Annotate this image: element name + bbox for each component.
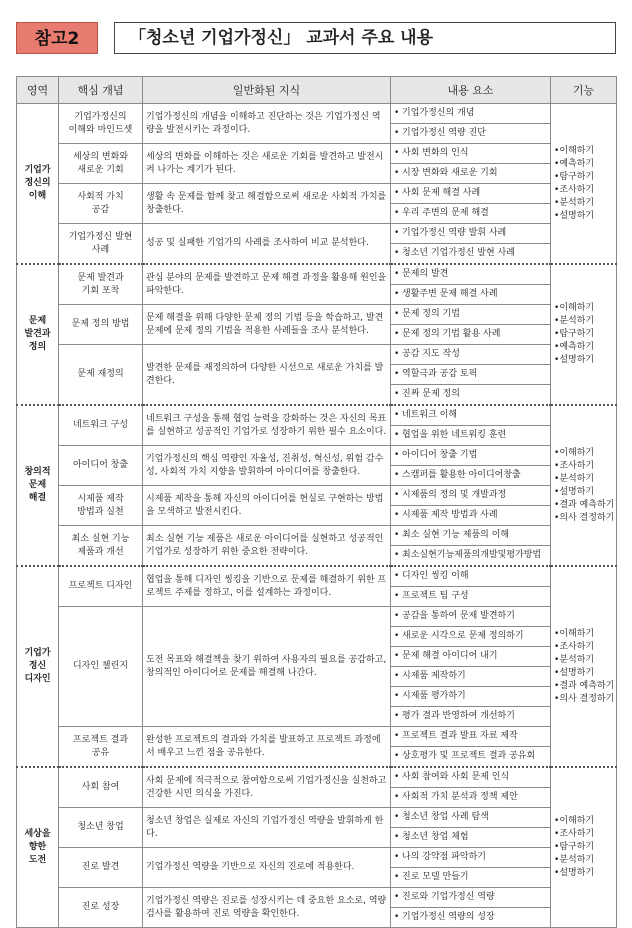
bullet-icon: • <box>394 248 400 258</box>
function-item <box>554 828 613 841</box>
function-text: 이해하기 <box>559 628 595 639</box>
bullet-icon: • <box>394 872 400 882</box>
element-cell <box>391 144 551 164</box>
function-item <box>554 354 613 367</box>
bullet-icon: • <box>554 842 560 852</box>
element-text: 공감을 통하여 문제 발견하기 <box>402 611 515 621</box>
element-text: 최소 실현 기능 제품의 이해 <box>402 530 510 540</box>
function-item <box>554 667 613 680</box>
element-cell <box>391 405 551 426</box>
element-text: 상호평가 및 프로젝트 결과 공유회 <box>402 751 536 761</box>
element-cell <box>391 747 551 768</box>
knowledge-cell: 성공 및 실패한 기업가의 사례를 조사하여 비교 분석한다. <box>143 224 391 265</box>
concept-cell: 시제품 제작 방법과 실천 <box>59 486 143 526</box>
knowledge-cell: 네트워크 구성을 통해 협업 능력을 강화하는 것은 자신의 목표를 실현하고 성공적인 기업가로 성장하기 위한 필수 요소이다. <box>143 405 391 446</box>
bullet-icon: • <box>394 892 400 902</box>
table-row <box>17 264 617 285</box>
bullet-icon: • <box>394 208 400 218</box>
bullet-icon: • <box>554 641 560 652</box>
element-text: 진로와 기업가정신 역량 <box>402 892 495 902</box>
element-cell <box>391 828 551 848</box>
function-text: 설명하기 <box>559 355 595 365</box>
table-row <box>17 727 617 747</box>
function-cell <box>551 264 617 405</box>
function-item <box>554 447 613 460</box>
element-text: 청소년 창업 체험 <box>402 832 469 842</box>
function-text: 이해하기 <box>559 303 595 313</box>
concept-cell: 문제 재정의 <box>59 345 143 406</box>
concept-cell: 문제 정의 방법 <box>59 305 143 345</box>
element-text: 프로젝트 결과 발표 자료 제작 <box>402 731 518 741</box>
bullet-icon: • <box>554 667 560 678</box>
element-cell <box>391 627 551 647</box>
bullet-icon: • <box>394 289 400 299</box>
element-text: 나의 강약점 파악하기 <box>402 852 486 862</box>
function-cell <box>551 767 617 928</box>
function-item <box>554 854 613 867</box>
function-item <box>554 512 613 525</box>
function-item <box>554 867 613 880</box>
table-row <box>17 808 617 828</box>
bullet-icon: • <box>394 329 400 339</box>
function-text: 조사하기 <box>559 184 595 195</box>
element-cell <box>391 244 551 265</box>
element-text: 스캠퍼를 활용한 아이디어창출 <box>402 470 521 480</box>
element-cell <box>391 727 551 747</box>
element-cell <box>391 667 551 687</box>
function-text: 설명하기 <box>559 868 595 878</box>
bullet-icon: • <box>394 852 400 862</box>
bullet-icon: • <box>394 148 400 158</box>
element-cell <box>391 486 551 506</box>
bullet-icon: • <box>394 309 400 319</box>
element-text: 문제 해결 아이디어 내기 <box>402 651 498 661</box>
element-text: 기업가정신 역량 진단 <box>402 128 486 138</box>
function-item <box>554 315 613 328</box>
bullet-icon: • <box>394 510 400 520</box>
element-text: 아이디어 창출 기법 <box>402 450 478 460</box>
bullet-icon: • <box>394 410 400 420</box>
knowledge-cell: 기업가정신의 핵심 역량인 자율성, 진취성, 혁신성, 위험 감수성, 사회적 가치 지향을 발휘하여 아이디어를 창출한다. <box>143 446 391 486</box>
element-text: 기업가정신 역량 발휘 사례 <box>402 228 507 238</box>
bullet-icon: • <box>394 832 400 842</box>
bullet-icon: • <box>394 631 400 641</box>
bullet-icon: • <box>394 812 400 822</box>
table-row <box>17 345 617 365</box>
table-row <box>17 888 617 908</box>
bullet-icon: • <box>394 651 400 661</box>
bullet-icon: • <box>554 829 560 839</box>
element-text: 우리 주변의 문제 해결 <box>402 208 489 218</box>
knowledge-cell: 기업가정신 역량은 진로를 성장시키는 데 중요한 요소로, 역량 검사를 활용하여 진로 역량을 확인한다. <box>143 888 391 928</box>
element-cell <box>391 888 551 908</box>
function-text: 설명하기 <box>559 486 595 497</box>
element-text: 역할극과 공감 토픽 <box>402 369 478 379</box>
bullet-icon: • <box>394 128 400 138</box>
bullet-icon: • <box>394 389 400 399</box>
function-item <box>554 184 613 197</box>
element-text: 디자인 씽킹 이해 <box>402 571 469 581</box>
element-cell <box>391 707 551 727</box>
element-cell <box>391 868 551 888</box>
table-row <box>17 305 617 325</box>
function-text: 이해하기 <box>559 447 595 458</box>
bullet-icon: • <box>394 912 400 922</box>
element-text: 공감 지도 작성 <box>402 349 460 359</box>
function-text: 예측하기 <box>559 158 595 169</box>
function-item <box>554 680 613 693</box>
bullet-icon: • <box>394 188 400 198</box>
table-row <box>17 526 617 546</box>
function-item <box>554 328 613 341</box>
concept-cell: 사회적 가치 공감 <box>59 184 143 224</box>
element-cell <box>391 607 551 627</box>
table-row <box>17 767 617 788</box>
function-text: 탐구하기 <box>559 329 595 339</box>
bullet-icon: • <box>394 430 400 440</box>
bullet-icon: • <box>394 470 400 480</box>
function-cell <box>551 405 617 566</box>
element-text: 평가 결과 반영하여 개선하기 <box>402 711 515 721</box>
element-text: 시장 변화와 새로운 기회 <box>402 168 498 178</box>
bullet-icon: • <box>554 158 560 169</box>
table-row <box>17 144 617 164</box>
bullet-icon: • <box>394 168 400 178</box>
function-text: 분석하기 <box>559 473 595 484</box>
bullet-icon: • <box>554 316 560 326</box>
table-row <box>17 446 617 466</box>
element-cell <box>391 365 551 385</box>
function-text: 조사하기 <box>559 829 595 839</box>
concept-cell: 청소년 창업 <box>59 808 143 848</box>
element-cell <box>391 305 551 325</box>
element-cell <box>391 285 551 305</box>
concept-cell: 사회 참여 <box>59 767 143 808</box>
bullet-icon: • <box>554 816 560 826</box>
concept-cell: 네트워크 구성 <box>59 405 143 446</box>
element-text: 협업을 위한 네트워킹 훈련 <box>402 430 507 440</box>
table-row <box>17 848 617 868</box>
knowledge-cell: 문제 해결을 위해 다양한 문제 정의 기법 등을 학습하고, 발견 문제에 문제 정의 기법을 적용한 사례들을 조사 분석한다. <box>143 305 391 345</box>
knowledge-cell: 세상의 변화를 이해하는 것은 새로운 기회를 발견하고 발전시켜 나가는 계기가 된다. <box>143 144 391 184</box>
bullet-icon: • <box>554 460 560 471</box>
element-cell <box>391 587 551 607</box>
bullet-icon: • <box>394 530 400 540</box>
page-title: 「청소년 기업가정신」 교과서 주요 내용 <box>114 22 616 54</box>
bullet-icon: • <box>394 751 400 761</box>
element-text: 문제 정의 기법 <box>402 309 460 319</box>
function-text: 조사하기 <box>559 641 595 652</box>
element-text: 사회 문제 해결 사례 <box>402 188 481 198</box>
function-text: 결과 예측하기 <box>559 499 615 510</box>
element-cell <box>391 104 551 124</box>
bullet-icon: • <box>554 145 560 156</box>
bullet-icon: • <box>554 693 560 704</box>
knowledge-cell: 최소 실현 기능 제품은 새로운 아이디어를 실현하고 성공적인 기업가로 성장하기 위한 중요한 전략이다. <box>143 526 391 567</box>
bullet-icon: • <box>394 611 400 621</box>
header-area: 영역 <box>17 77 59 104</box>
element-cell <box>391 767 551 788</box>
element-text: 사회 참여와 사회 문제 인식 <box>402 772 510 782</box>
concept-cell: 최소 실현 기능 제품과 개선 <box>59 526 143 567</box>
header-knowledge: 일반화된 지식 <box>143 77 391 104</box>
bullet-icon: • <box>554 512 560 523</box>
concept-cell: 프로젝트 디자인 <box>59 566 143 607</box>
concept-cell: 아이디어 창출 <box>59 446 143 486</box>
knowledge-cell: 시제품 제작을 통해 자신의 아이디어를 현실로 구현하는 방법을 모색하고 발전시킨다. <box>143 486 391 526</box>
bullet-icon: • <box>554 342 560 352</box>
concept-cell: 진로 성장 <box>59 888 143 928</box>
function-item <box>554 171 613 184</box>
element-text: 네트워크 이해 <box>402 410 458 420</box>
function-text: 분석하기 <box>559 654 595 665</box>
area-cell: 기업가 정신의 이해 <box>17 104 59 265</box>
function-text: 의사 결정하기 <box>559 512 615 523</box>
bullet-icon: • <box>394 550 400 560</box>
element-cell <box>391 808 551 828</box>
table-row <box>17 184 617 204</box>
table-row <box>17 224 617 244</box>
bullet-icon: • <box>554 473 560 484</box>
element-text: 새로운 시각으로 문제 정의하기 <box>402 631 524 641</box>
function-item <box>554 693 613 706</box>
area-cell: 창의적 문제 해결 <box>17 405 59 566</box>
function-text: 의사 결정하기 <box>559 693 615 704</box>
function-text: 조사하기 <box>559 460 595 471</box>
function-text: 분석하기 <box>559 855 595 865</box>
bullet-icon: • <box>554 486 560 497</box>
element-cell <box>391 124 551 144</box>
knowledge-cell: 관심 분야의 문제를 발견하고 문제 해결 과정을 활용해 원인을 파악한다. <box>143 264 391 305</box>
element-cell <box>391 687 551 707</box>
table-row <box>17 607 617 627</box>
element-cell <box>391 546 551 567</box>
area-cell: 문제 발견과 정의 <box>17 264 59 405</box>
bullet-icon: • <box>394 490 400 500</box>
bullet-icon: • <box>394 591 400 601</box>
element-cell <box>391 526 551 546</box>
function-item <box>554 158 613 171</box>
area-cell: 세상을 향한 도전 <box>17 767 59 928</box>
function-item <box>554 145 613 158</box>
bullet-icon: • <box>394 711 400 721</box>
function-text: 결과 예측하기 <box>559 680 615 691</box>
element-cell <box>391 164 551 184</box>
reference-tag: 참고2 <box>16 22 98 54</box>
header-concept: 핵심 개념 <box>59 77 143 104</box>
table-row <box>17 104 617 124</box>
knowledge-cell: 기업가정신의 개념을 이해하고 진단하는 것은 기업가정신 역량을 발전시키는 과정이다. <box>143 104 391 144</box>
function-item <box>554 628 613 641</box>
element-text: 최소실현기능제품의개발및평가방법 <box>402 550 542 560</box>
element-cell <box>391 566 551 587</box>
header-elements: 내용 요소 <box>391 77 551 104</box>
function-item <box>554 341 613 354</box>
function-item <box>554 654 613 667</box>
element-cell <box>391 345 551 365</box>
element-cell <box>391 506 551 526</box>
element-cell <box>391 466 551 486</box>
element-text: 문제의 발견 <box>402 269 449 279</box>
table-row <box>17 405 617 426</box>
page-header <box>16 18 616 58</box>
bullet-icon: • <box>554 303 560 313</box>
concept-cell: 디자인 챌린지 <box>59 607 143 727</box>
knowledge-cell: 기업가정신 역량을 기반으로 자신의 진로에 적용한다. <box>143 848 391 888</box>
element-text: 진짜 문제 정의 <box>402 389 460 399</box>
element-text: 문제 정의 기법 활용 사례 <box>402 329 501 339</box>
bullet-icon: • <box>394 772 400 782</box>
element-text: 기업가정신 역량의 성장 <box>402 912 495 922</box>
function-item <box>554 197 613 210</box>
element-text: 사회적 가치 분석과 정책 제안 <box>402 792 518 802</box>
table-row <box>17 566 617 587</box>
function-item <box>554 302 613 315</box>
element-cell <box>391 204 551 224</box>
element-cell <box>391 908 551 928</box>
concept-cell: 기업가정신 발현 사례 <box>59 224 143 265</box>
element-cell <box>391 325 551 345</box>
bullet-icon: • <box>554 171 560 182</box>
bullet-icon: • <box>394 731 400 741</box>
bullet-icon: • <box>394 792 400 802</box>
element-cell <box>391 224 551 244</box>
curriculum-table <box>16 76 617 928</box>
element-text: 사회 변화의 인식 <box>402 148 469 158</box>
element-cell <box>391 788 551 808</box>
bullet-icon: • <box>554 868 560 878</box>
element-text: 시제품의 정의 및 개발과정 <box>402 490 507 500</box>
element-text: 기업가정신의 개념 <box>402 108 475 118</box>
function-text: 예측하기 <box>559 342 595 352</box>
bullet-icon: • <box>554 855 560 865</box>
table-row <box>17 486 617 506</box>
concept-cell: 세상의 변화와 새로운 기회 <box>59 144 143 184</box>
knowledge-cell: 발견한 문제를 재정의하여 다양한 시선으로 새로운 가치를 발견한다. <box>143 345 391 406</box>
bullet-icon: • <box>394 108 400 118</box>
bullet-icon: • <box>554 355 560 365</box>
knowledge-cell: 생활 속 문제를 함께 찾고 해결함으로써 새로운 사회적 가치를 창출한다. <box>143 184 391 224</box>
element-cell <box>391 446 551 466</box>
function-text: 설명하기 <box>559 210 595 221</box>
function-text: 탐구하기 <box>559 171 595 182</box>
function-item <box>554 473 613 486</box>
concept-cell: 문제 발견과 기회 포착 <box>59 264 143 305</box>
element-text: 생활주변 문제 해결 사례 <box>402 289 498 299</box>
function-item <box>554 210 613 223</box>
element-cell <box>391 184 551 204</box>
function-item <box>554 499 613 512</box>
element-cell <box>391 385 551 406</box>
knowledge-cell: 협업을 통해 디자인 씽킹을 기반으로 문제를 해결하기 위한 프로젝트 주제를 정하고, 이를 설계하는 과정이다. <box>143 566 391 607</box>
function-text: 설명하기 <box>559 667 595 678</box>
function-cell <box>551 104 617 265</box>
element-text: 청소년 창업 사례 탐색 <box>402 812 489 822</box>
function-text: 이해하기 <box>559 145 595 156</box>
element-cell <box>391 426 551 446</box>
element-cell <box>391 264 551 285</box>
function-item <box>554 641 613 654</box>
bullet-icon: • <box>554 447 560 458</box>
function-text: 분석하기 <box>559 197 595 208</box>
bullet-icon: • <box>394 671 400 681</box>
element-text: 시제품 평가하기 <box>402 691 466 701</box>
function-item <box>554 486 613 499</box>
element-cell <box>391 647 551 667</box>
function-cell <box>551 566 617 767</box>
element-text: 시제품 제작하기 <box>402 671 466 681</box>
function-text: 이해하기 <box>559 816 595 826</box>
concept-cell: 진로 발견 <box>59 848 143 888</box>
function-item <box>554 460 613 473</box>
knowledge-cell: 사회 문제에 적극적으로 참여함으로써 기업가정신을 실천하고 건강한 시민 의식을 가진다. <box>143 767 391 808</box>
bullet-icon: • <box>554 184 560 195</box>
bullet-icon: • <box>394 349 400 359</box>
element-cell <box>391 848 551 868</box>
bullet-icon: • <box>554 210 560 221</box>
element-text: 시제품 제작 방법과 사례 <box>402 510 498 520</box>
bullet-icon: • <box>394 450 400 460</box>
bullet-icon: • <box>394 228 400 238</box>
function-item <box>554 815 613 828</box>
element-text: 진로 모델 만들기 <box>402 872 469 882</box>
bullet-icon: • <box>554 654 560 665</box>
knowledge-cell: 도전 목표와 해결책을 찾기 위하여 사용자의 필요를 공감하고, 창의적인 아이디어로 문제를 해결해 나간다. <box>143 607 391 727</box>
bullet-icon: • <box>554 499 560 510</box>
function-text: 탐구하기 <box>559 842 595 852</box>
bullet-icon: • <box>394 571 400 581</box>
concept-cell: 프로젝트 결과 공유 <box>59 727 143 768</box>
element-text: 청소년 기업가정신 발현 사례 <box>402 248 515 258</box>
concept-cell: 기업가정신의 이해와 마인드셋 <box>59 104 143 144</box>
bullet-icon: • <box>554 197 560 208</box>
knowledge-cell: 완성한 프로젝트의 결과와 가치를 발표하고 프로젝트 과정에서 배우고 느낀 점을 공유한다. <box>143 727 391 768</box>
function-item <box>554 841 613 854</box>
element-text: 프로젝트 팀 구성 <box>402 591 469 601</box>
bullet-icon: • <box>554 329 560 339</box>
bullet-icon: • <box>554 628 560 639</box>
bullet-icon: • <box>394 369 400 379</box>
bullet-icon: • <box>554 680 560 691</box>
bullet-icon: • <box>394 269 400 279</box>
function-text: 분석하기 <box>559 316 595 326</box>
table-header-row <box>17 77 617 104</box>
bullet-icon: • <box>394 691 400 701</box>
knowledge-cell: 청소년 창업은 실제로 자신의 기업가정신 역량을 발휘하게 한다. <box>143 808 391 848</box>
area-cell: 기업가 정신 디자인 <box>17 566 59 767</box>
header-functions: 기능 <box>551 77 617 104</box>
